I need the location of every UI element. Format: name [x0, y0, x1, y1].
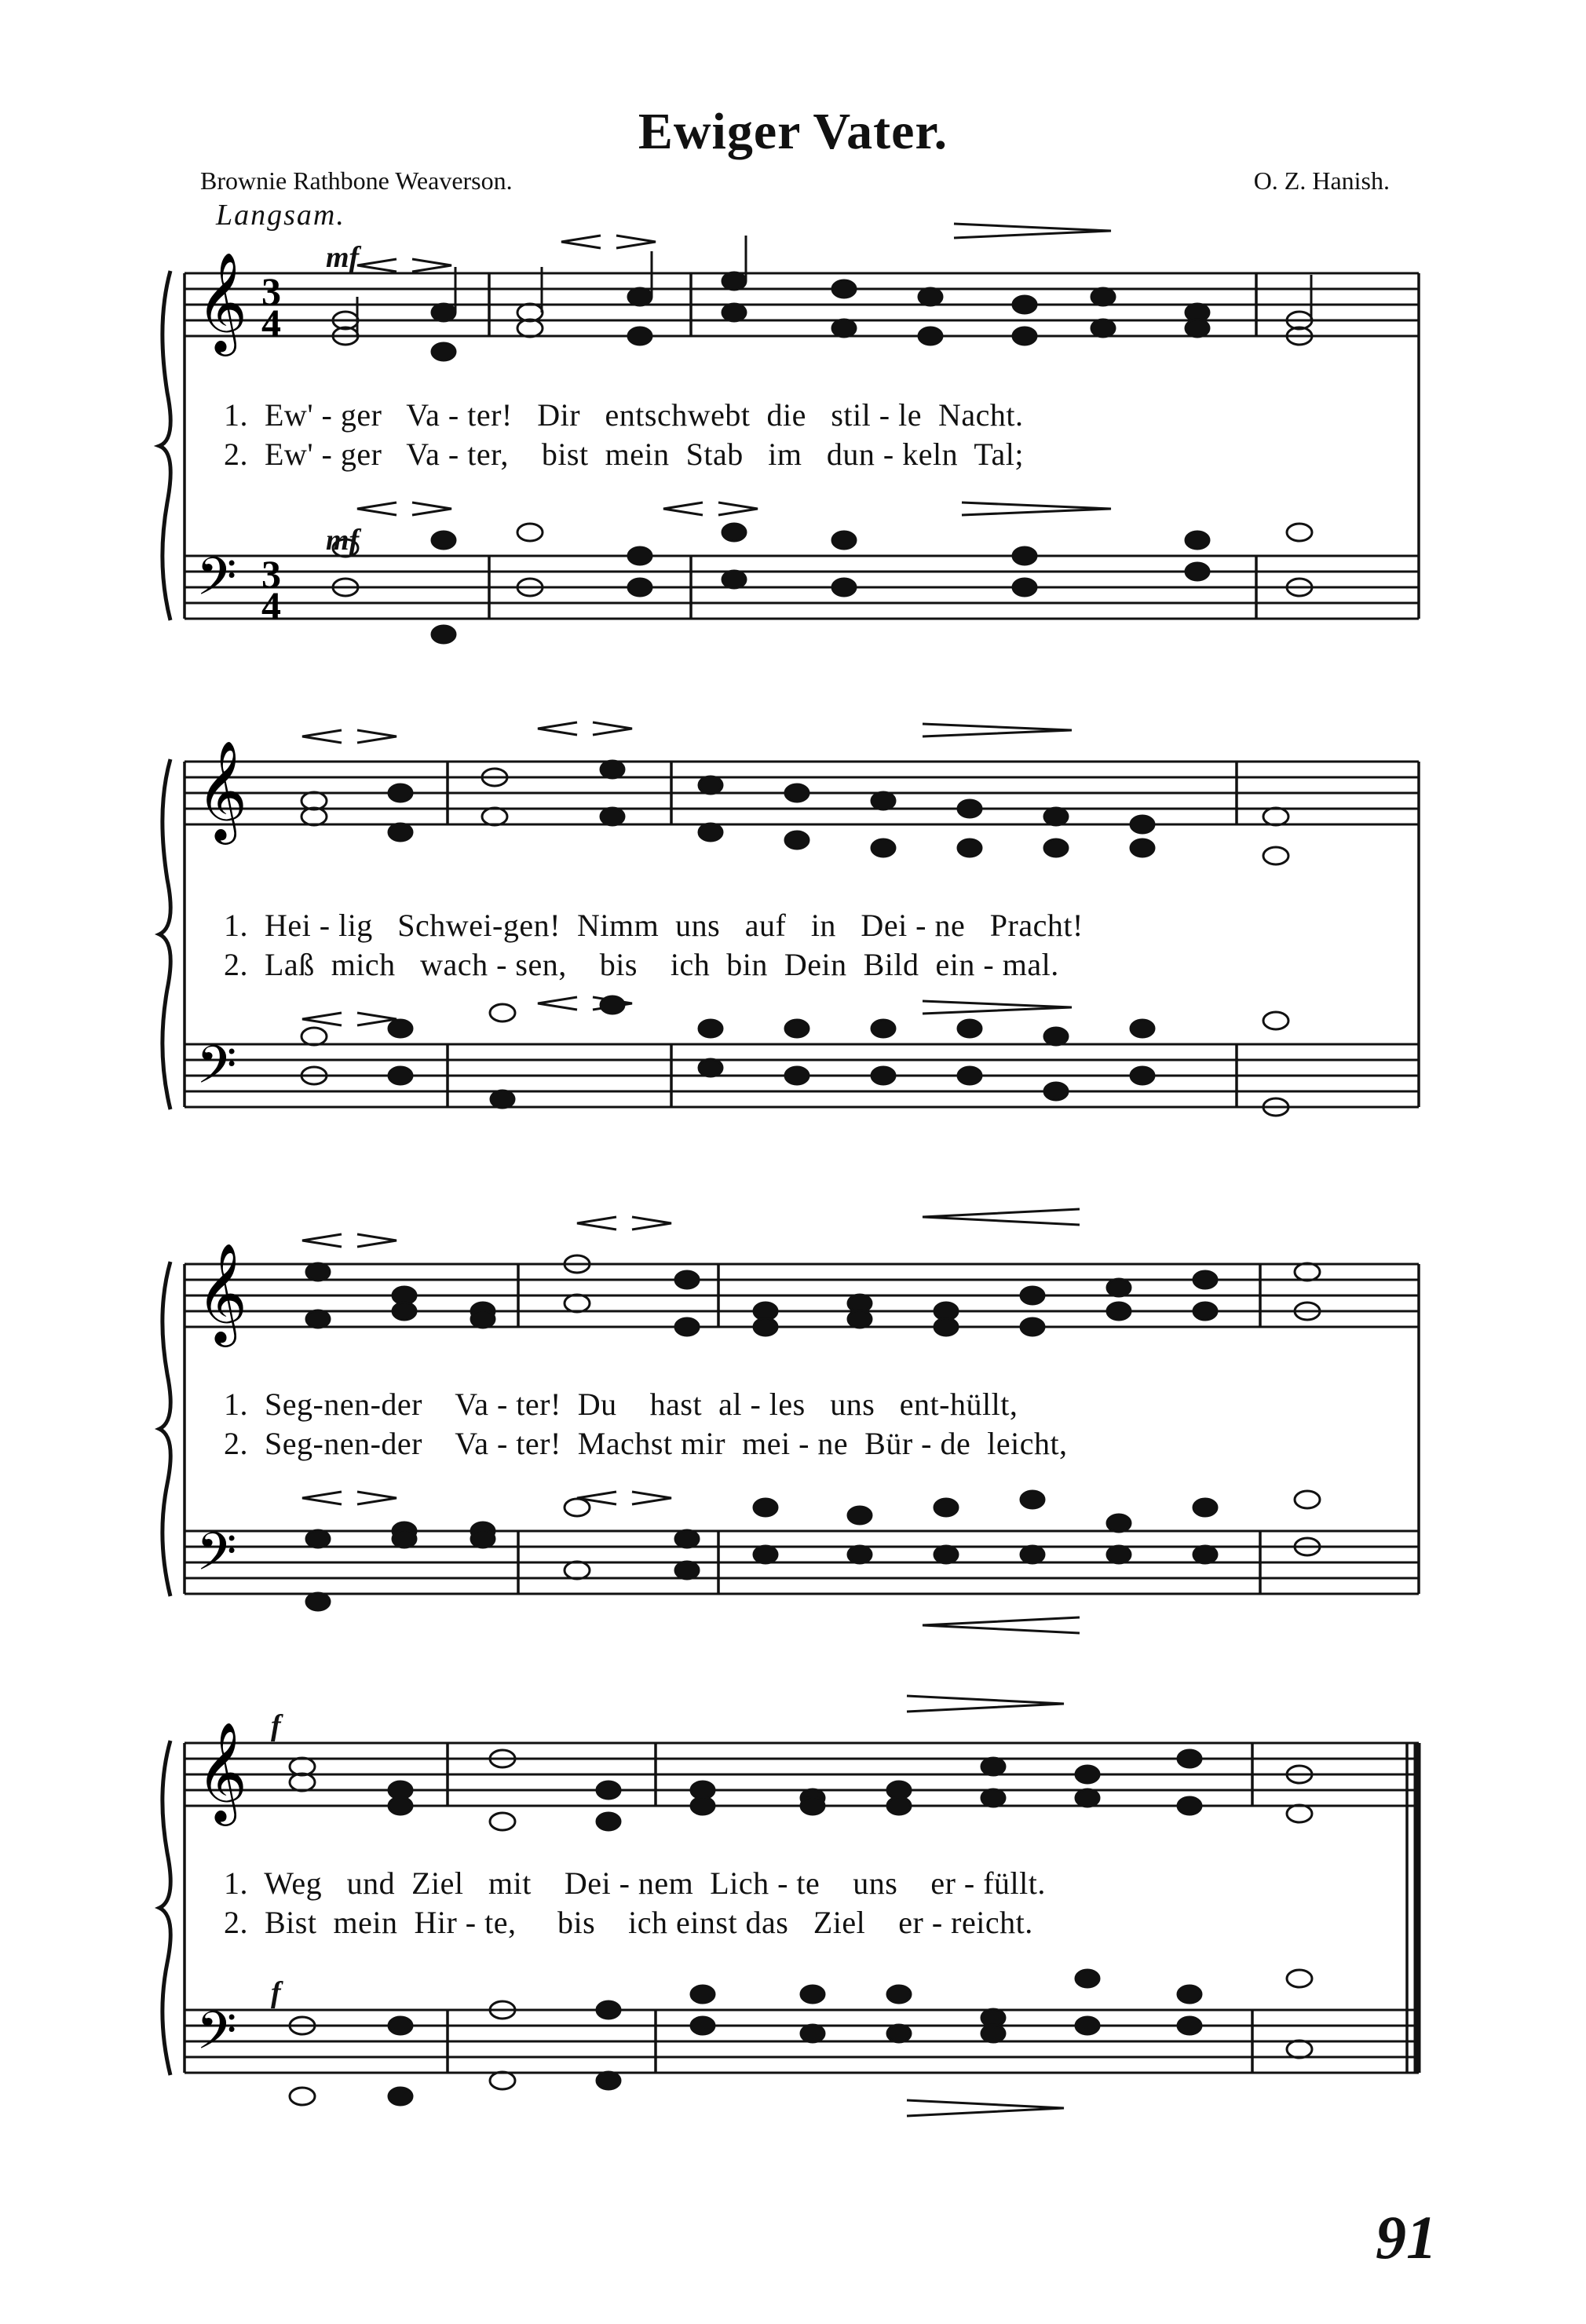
treble-staff [185, 1264, 1419, 1327]
verse-2-lyrics: 2. Laß mich wach - sen, bis ich bin Dein Bild ein - mal. [224, 947, 1059, 982]
brace-icon [159, 1262, 170, 1596]
verse-2-lyrics: 2. Ew' - ger Va - ter, bist mein Stab im dun - keln Tal; [224, 437, 1025, 472]
dynamic-f: f [271, 1709, 281, 1742]
bass-clef-icon: 𝄢 [196, 2001, 237, 2074]
verse-1-lyrics: 1. Hei - lig Schwei-gen! Nimm uns auf in Dei - ne Pracht! [224, 908, 1084, 943]
music-system-1 [153, 236, 1429, 707]
dynamic-mf: mf [326, 241, 360, 274]
bass-notes [306, 1491, 1320, 1610]
verse-1-lyrics: 1. Weg und Ziel mit Dei - nem Lich - te uns er - füllt. [224, 1865, 1046, 1901]
bass-staff [185, 1531, 1419, 1594]
bass-notes [290, 1970, 1312, 2105]
time-signature-bottom: 4 [261, 583, 281, 627]
bass-staff [185, 556, 1419, 619]
time-signature-top: 3 [261, 269, 281, 313]
time-signature-bottom: 4 [261, 301, 281, 345]
composer-credit: O. Z. Hanish. [1253, 166, 1390, 195]
bass-staff [185, 2010, 1419, 2073]
verse-1-lyrics: 1. Ew' - ger Va - ter! Dir entschwebt die stil - le Nacht. [224, 397, 1024, 433]
treble-clef-icon: 𝄞 [196, 251, 248, 352]
verse-2-lyrics: 2. Bist mein Hir - te, bis ich einst das Ziel er - reicht. [224, 1905, 1033, 1940]
treble-clef-icon: 𝄞 [196, 1721, 248, 1822]
time-signature-top: 3 [261, 552, 281, 596]
hymn-title: Ewiger Vater. [638, 103, 948, 160]
dynamic-mf: mf [326, 524, 360, 557]
bass-notes [301, 996, 1288, 1116]
bass-clef-icon: 𝄢 [196, 1522, 237, 1595]
treble-clef-icon: 𝄞 [196, 740, 248, 840]
page-number: 91 [1376, 2203, 1437, 2271]
dynamic-f: f [271, 1976, 281, 2009]
tempo-marking: Langsam. [216, 199, 345, 232]
bass-clef-icon: 𝄢 [196, 546, 237, 619]
verse-1-lyrics: 1. Seg-nen-der Va - ter! Du hast al - les uns ent-hüllt, [224, 1387, 1018, 1422]
brace-icon [159, 271, 170, 620]
music-system-3 [153, 1209, 1429, 1649]
brace-icon [159, 759, 170, 1109]
verse-2-lyrics: 2. Seg-nen-der Va - ter! Machst mir mei - ne Bür - de leicht, [224, 1426, 1068, 1461]
lyricist-credit: Brownie Rathbone Weaverson. [200, 166, 513, 195]
treble-staff [185, 273, 1419, 336]
music-system-4 [153, 1688, 1429, 2128]
treble-notes [333, 236, 1312, 360]
treble-clef-icon: 𝄞 [196, 1242, 248, 1343]
music-system-2 [153, 730, 1429, 1170]
brace-icon [159, 1741, 170, 2075]
bass-notes [333, 524, 1312, 643]
bass-clef-icon: 𝄢 [196, 1035, 237, 1108]
